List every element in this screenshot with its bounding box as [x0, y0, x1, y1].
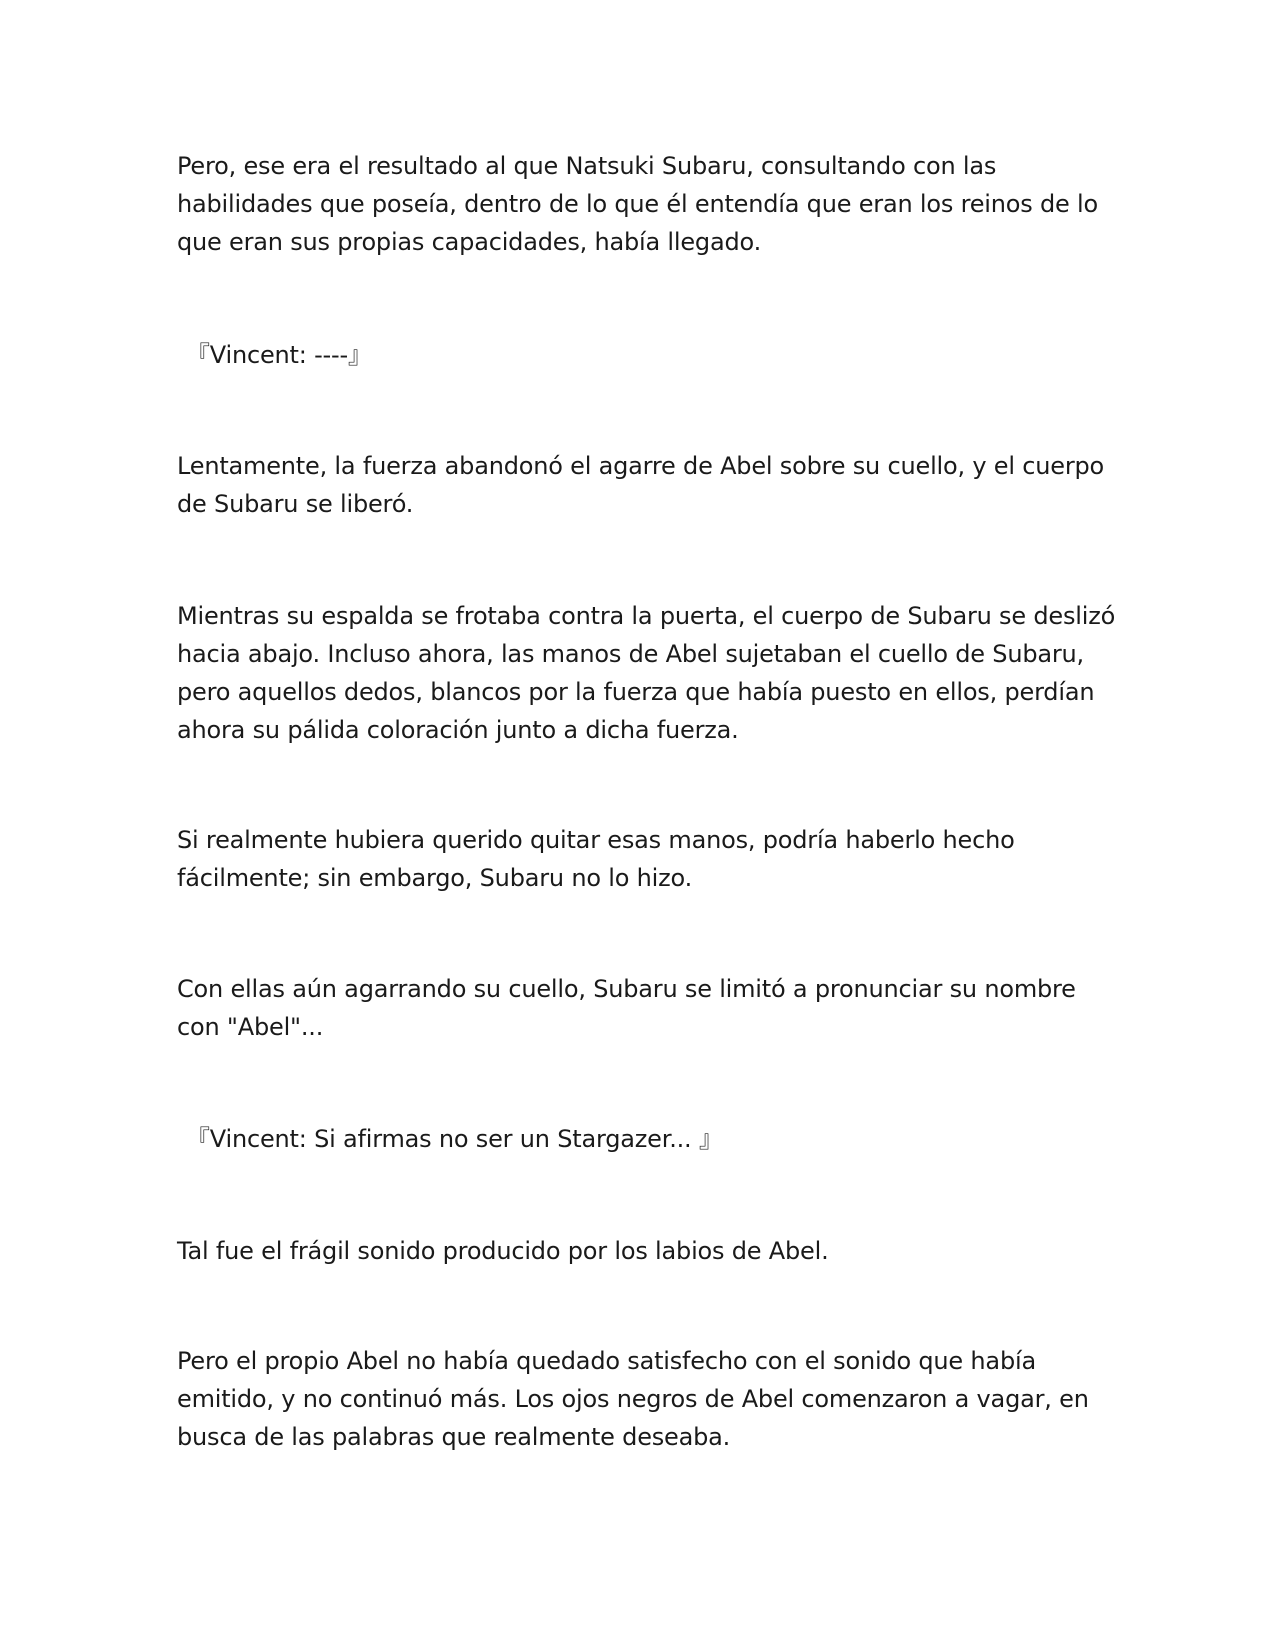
paragraph-dialogue-1: 『Vincent: ----』: [186, 341, 372, 369]
paragraph-narration-6: Tal fue el frágil sonido producido por los labios de Abel.: [177, 1237, 829, 1265]
paragraph-narration-7: Pero el propio Abel no había quedado satisfecho con el sonido que había emitido, y no continuó más. Los ojos negros de Abel comenzaron a vagar, en busca de las palabras que realmente deseaba.: [177, 1347, 1089, 1451]
paragraph-narration-1: Pero, ese era el resultado al que Natsuki Subaru, consultando con las habilidades que poseía, dentro de lo que él entendía que eran los reinos de lo que eran sus propias capacidades, había llegado.: [177, 152, 1098, 256]
paragraph-narration-4: Si realmente hubiera querido quitar esas manos, podría haberlo hecho fácilmente; sin embargo, Subaru no lo hizo.: [177, 826, 1015, 892]
paragraph-dialogue-2: 『Vincent: Si afirmas no ser un Stargazer... 』: [186, 1125, 723, 1153]
paragraph-narration-3: Mientras su espalda se frotaba contra la puerta, el cuerpo de Subaru se deslizó hacia abajo. Incluso ahora, las manos de Abel sujetaban el cuello de Subaru, pero aquellos dedos, blancos por la fuerza que había puesto en ellos, perdían ahora su pálida coloración junto a dicha fuerza.: [177, 602, 1116, 744]
paragraph-narration-5: Con ellas aún agarrando su cuello, Subaru se limitó a pronunciar su nombre con "Abel"...: [177, 975, 1076, 1041]
paragraph-narration-2: Lentamente, la fuerza abandonó el agarre de Abel sobre su cuello, y el cuerpo de Subaru se liberó.: [177, 452, 1104, 518]
